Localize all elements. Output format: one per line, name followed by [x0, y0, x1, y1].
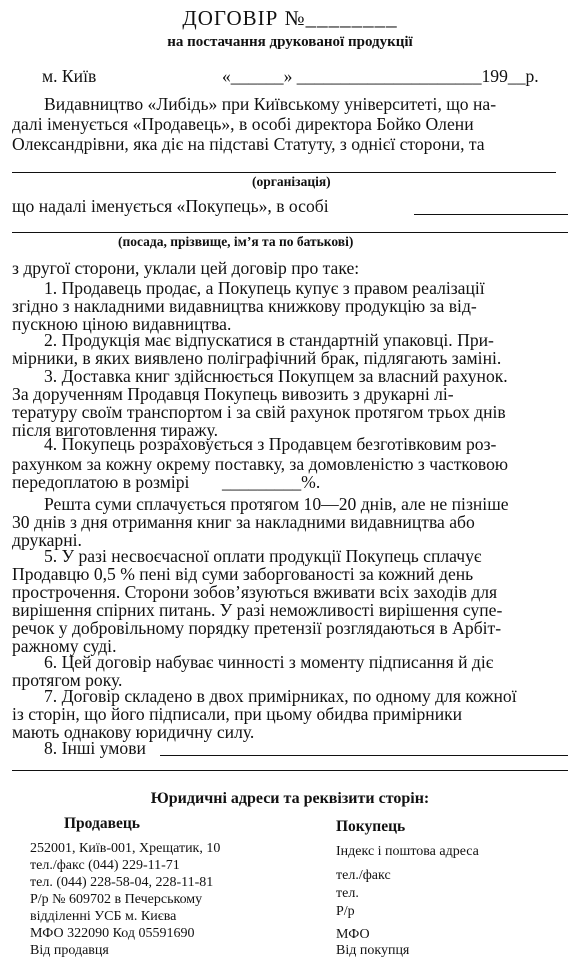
clause-4-line-6: друкарні. [12, 530, 82, 550]
organization-caption: (організація) [252, 174, 331, 189]
clause-8-line-1: 8. Інші умови [44, 738, 146, 758]
clause-1-line-2: згідно з накладними видавництва книжкову продукцію за від- [12, 296, 477, 316]
clause-5-line-5: речок у добровільному порядку претензії розглядаються в Арбіт- [12, 618, 502, 638]
clause-6-line-2: протягом року. [12, 670, 123, 690]
preamble-line-7: з другої сторони, уклали цей договір про таке: [12, 258, 360, 278]
buyer-mfo: МФО [336, 927, 370, 942]
clause-5-line-1: 5. У разі несвоєчасної оплати продукції Покупець сплачує [44, 546, 482, 566]
clause-6-line-1: 6. Цей договір набуває чинності з моменту підписання й діє [44, 652, 494, 672]
clause-7-line-2: із сторін, що його підписали, при цьому обидва примірники [12, 704, 463, 724]
person-blank-line-b [12, 232, 568, 233]
clause-2-line-1: 2. Продукція має відпускатися в стандартній упаковці. При- [44, 330, 494, 350]
clause-5-line-2: Продавцю 0,5 % пені від суми заборгованості за кожний день [12, 564, 474, 584]
city: м. Київ [42, 66, 97, 86]
seller-title: Продавець [64, 815, 140, 832]
clause-5-line-4: вирішення спірних питань. У разі неможливості вирішення супе- [12, 600, 503, 620]
buyer-phone-fax: тел./факс [336, 868, 391, 883]
person-blank-line-a [414, 214, 568, 215]
seller-mfo-code: МФО 322090 Код 05591690 [30, 926, 195, 941]
date-line: «______» _____________________199__р. [222, 66, 539, 86]
clause-4-line-1: 4. Покупець розраховується з Продавцем безготівковим роз- [44, 434, 497, 454]
clause-7-line-3: мають однакову юридичну силу. [12, 722, 255, 742]
seller-address: 252001, Київ-001, Хрещатик, 10 [30, 841, 221, 856]
buyer-postal-address: Індекс і поштова адреса [336, 844, 479, 859]
person-caption: (посада, прізвище, ім’я та по батькові) [118, 234, 354, 249]
prepayment-percent-blank: _________%. [222, 472, 321, 492]
seller-account: Р/р № 609702 в Печерському [30, 892, 203, 907]
seller-phone: тел. (044) 228-58-04, 228-11-81 [30, 875, 214, 890]
clause-3-line-3: тературу своїм транспортом і за свій рахунок протягом трьох днів [12, 402, 506, 422]
clause-3-line-2: За дорученням Продавця Покупець вивозить з друкарні лі- [12, 384, 454, 404]
seller-signature-label: Від продавця [30, 943, 109, 958]
seller-bank: відділенні УСБ м. Києва [30, 909, 177, 924]
requisites-heading: Юридичні адреси та реквізити сторін: [150, 790, 430, 807]
clause-4-line-5: 30 днів з дня отримання книг за накладними видавництва або [12, 512, 475, 532]
clause-4-line-4: Решта суми сплачується протягом 10—20 днів, але не пізніше [44, 494, 509, 514]
clause-5-line-3: прострочення. Сторони зобов’язуються вживати всіх заходів для [12, 582, 498, 602]
document-title: ДОГОВІР №________ [182, 6, 398, 30]
seller-phone-fax: тел./факс (044) 229-11-71 [30, 858, 180, 873]
preamble-line-1: Видавництво «Либідь» при Київському університеті, що на- [44, 94, 497, 114]
clause-3-line-1: 3. Доставка книг здійснюється Покупцем за власний рахунок. [44, 366, 508, 386]
clause-5-line-6: ражному суді. [12, 636, 117, 656]
preamble-line-2: далі іменується «Продавець», в особі директора Бойко Олени [12, 114, 474, 134]
clause-3-line-4: після виготовлення тиражу. [12, 420, 218, 440]
clause-7-line-1: 7. Договір складено в двох примірниках, по одному для кожної [44, 686, 517, 706]
clause-1-line-3: пускною ціною видавництва. [12, 314, 232, 334]
buyer-title: Покупець [336, 818, 406, 835]
organization-blank-line [12, 172, 556, 173]
clause-4-line-3: передоплатою в розмірі [12, 472, 190, 492]
buyer-phone: тел. [336, 886, 359, 901]
document-subtitle: на постачання друкованої продукції [167, 34, 413, 50]
other-terms-blank-line-a [160, 755, 568, 756]
clause-1-line-1: 1. Продавець продає, а Покупець купує з правом реалізації [44, 278, 485, 298]
clause-4-line-2: рахунком за кожну окрему поставку, за домовленістю з частковою [12, 454, 509, 474]
clause-2-line-2: мірники, в яких виявлено поліграфічний брак, підлягають заміні. [12, 348, 502, 368]
buyer-account: Р/р [336, 904, 355, 919]
preamble-line-5: що надалі іменується «Покупець», в особі [12, 196, 329, 216]
other-terms-blank-line-b [12, 770, 568, 771]
buyer-signature-label: Від покупця [336, 943, 410, 958]
preamble-line-3: Олександрівни, яка діє на підставі Статуту, з однієї сторони, та [12, 134, 485, 154]
